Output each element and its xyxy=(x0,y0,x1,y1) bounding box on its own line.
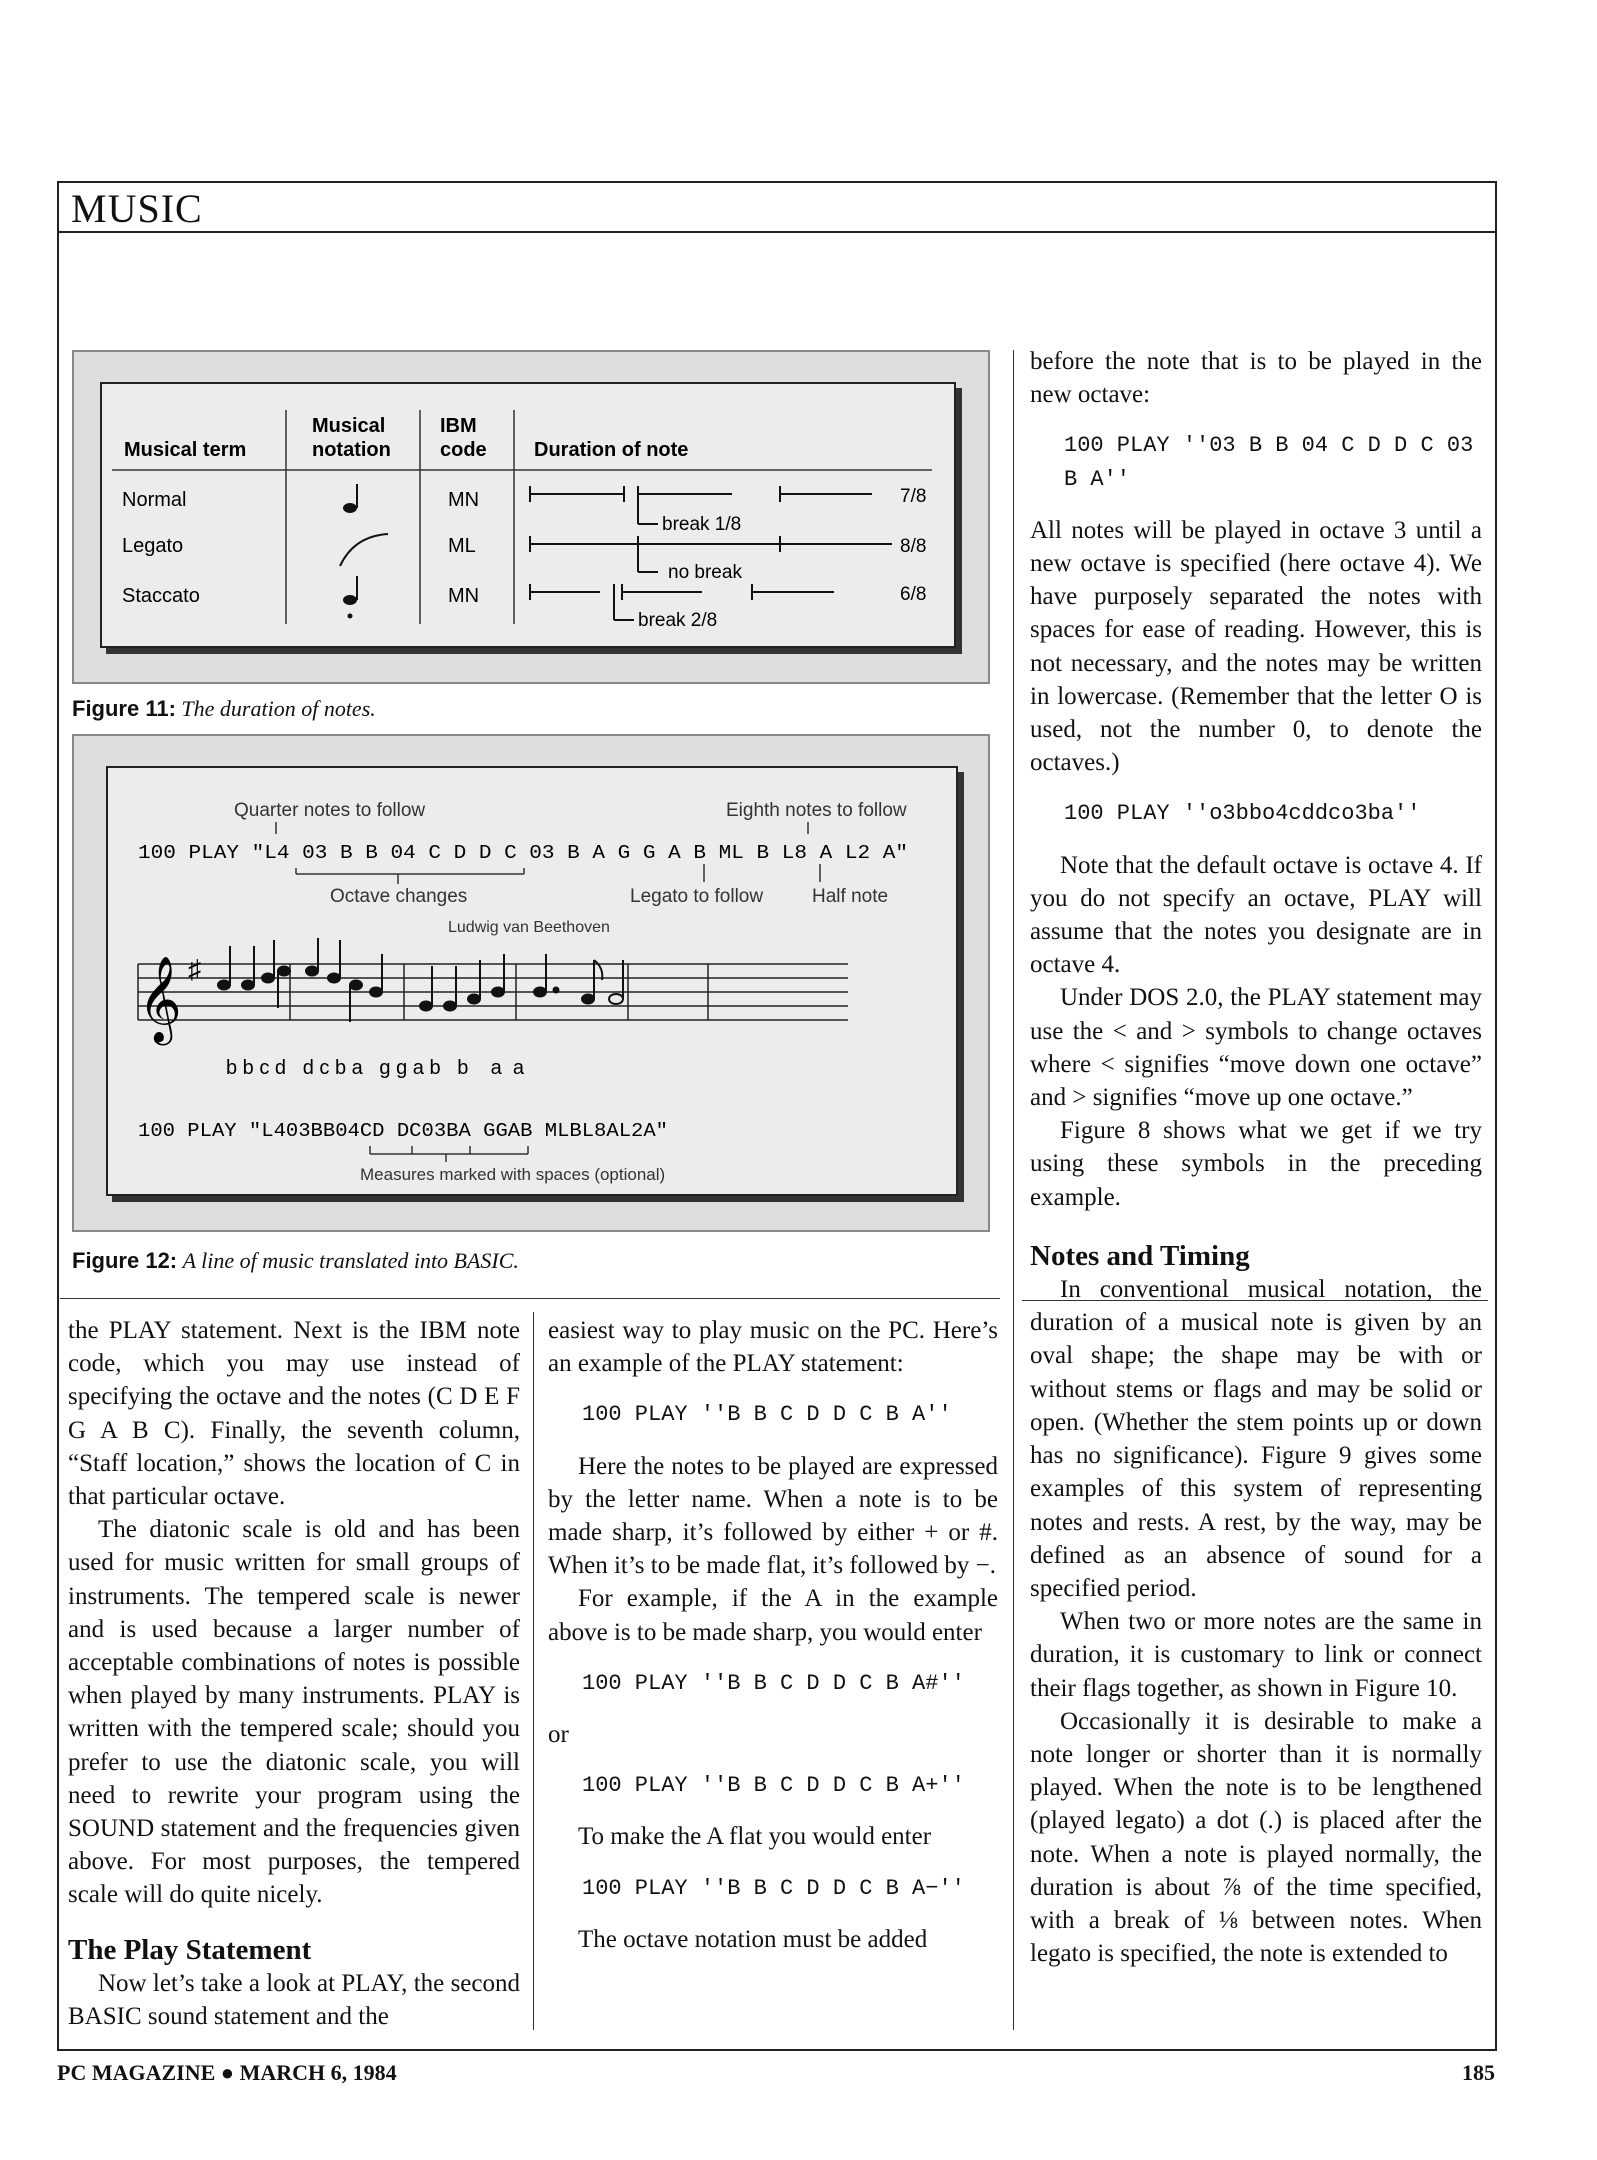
left-column xyxy=(68,1314,520,2033)
right-code-2: 100 PLAY ''o3bbo4cddco3ba'' xyxy=(1064,801,1421,827)
header-duration: Duration of note xyxy=(534,439,689,461)
footer-publication: PC MAGAZINE ● MARCH 6, 1984 xyxy=(57,2060,397,2085)
figure-11-caption-label: Figure 11: xyxy=(72,696,176,721)
row-code-staccato: MN xyxy=(448,585,480,607)
sharp-icon: ♯ xyxy=(188,954,201,984)
break-label-staccato: break 2/8 xyxy=(638,610,718,631)
page-number: 185 xyxy=(1462,2060,1495,2085)
figure-11-caption xyxy=(72,696,376,722)
figure-12-caption-label: Figure 12: xyxy=(72,1248,178,1273)
section-header xyxy=(57,181,1497,233)
right-column-rule xyxy=(1013,350,1014,2030)
middle-code-3: 100 PLAY ''B B C D D C B A+'' xyxy=(582,1773,965,1799)
row-term-normal: Normal xyxy=(122,489,187,511)
octave-bracket xyxy=(296,868,524,884)
left-p3: Now let’s take a look at PLAY, the second BASIC sound statement and the xyxy=(68,1969,520,2031)
row-code-normal: MN xyxy=(448,489,480,511)
figure-12-caption-text: A line of music translated into BASIC. xyxy=(182,1248,519,1273)
right-p3: Note that the default octave is octave 4. If you do not specify an octave, PLAY will assume that the notes you designate are in octave 4. xyxy=(1030,851,1482,979)
figure-12 xyxy=(72,734,990,1232)
label-quarter-notes: Quarter notes to follow xyxy=(234,800,426,821)
right-p5: Figure 8 shows what we get if we try using these symbols in the preceding example. xyxy=(1030,1117,1482,1211)
header-term: Musical term xyxy=(124,439,247,461)
break-label-legato: no break xyxy=(668,562,742,583)
header-ibm-1: IBM xyxy=(440,415,477,437)
fraction-staccato: 6/8 xyxy=(900,584,927,605)
middle-p1: easiest way to play music on the PC. Here’s an example of the PLAY statement: xyxy=(548,1317,998,1378)
play-code-line-1: 100 PLAY "L4 03 B B 04 C D D C 03 B A G G A B ML B L8 A L2 A" xyxy=(138,842,908,864)
right-heading: Notes and Timing xyxy=(1030,1239,1250,1272)
left-column-rule xyxy=(533,1312,534,2030)
figure-11-table-box xyxy=(100,382,956,648)
middle-code-4: 100 PLAY ''B B C D D C B A−'' xyxy=(582,1875,965,1901)
middle-p2: Here the notes to be played are expressed by the letter name. When a note is to be made sharp, it’s followed by either + or #. When it’s to be made flat, it’s followed by −. xyxy=(548,1452,998,1580)
label-octave-changes: Octave changes xyxy=(330,886,468,907)
figure-12-music xyxy=(108,768,960,1198)
figure-11-caption-text: The duration of notes. xyxy=(181,696,376,721)
left-p1: the PLAY statement. Next is the IBM note code, which you may use instead of specifying the octave and the notes (C D E F G A B C). Finally, the seventh column, “Staff location,” shows the location of C in that particular octave. xyxy=(68,1317,520,1511)
middle-column xyxy=(548,1314,998,1956)
legato-slur-icon xyxy=(340,534,388,566)
label-legato: Legato to follow xyxy=(630,886,764,907)
middle-or: or xyxy=(548,1721,569,1749)
figure-bottom-rule xyxy=(60,1298,1000,1299)
right-p6: In conventional musical notation, the duration of a musical note is given by an oval shape; the shape may be with or without stems or flags and may be solid or open. (Whether the stem points up or down has no significance). Figure 9 gives some examples of this system of representing notes and rests. A rest, by the way, may be defined as an absence of sound for a specified period. xyxy=(1030,1276,1482,1602)
header-notation-1: Musical xyxy=(312,415,386,437)
figure-12-caption xyxy=(72,1248,519,1274)
right-column xyxy=(1030,345,1482,1970)
middle-p5: The octave notation must be added xyxy=(578,1925,928,1953)
label-measures: Measures marked with spaces (optional) xyxy=(360,1165,666,1184)
notes-group xyxy=(218,938,623,1022)
right-code-1: 100 PLAY ''03 B B 04 C D D C 03 B A'' xyxy=(1064,433,1474,492)
right-p4: Under DOS 2.0, the PLAY statement may use the < and > symbols to change octaves where < signifies “move down one octave” and > signifies “move up one octave.” xyxy=(1030,984,1482,1112)
label-eighth-notes: Eighth notes to follow xyxy=(726,800,907,821)
section-title: MUSIC xyxy=(71,186,203,231)
right-p1: before the note that is to be played in the new octave: xyxy=(1030,348,1482,409)
middle-p3: For example, if the A in the example above is to be made sharp, you would enter xyxy=(548,1585,998,1646)
quarter-note-icon xyxy=(343,484,357,513)
row-term-staccato: Staccato xyxy=(122,585,200,607)
row-term-legato: Legato xyxy=(122,535,184,557)
right-p7: When two or more notes are the same in duration, it is customary to link or connect their flags together, as shown in Figure 10. xyxy=(1030,1608,1482,1702)
middle-code-1: 100 PLAY ''B B C D D C B A'' xyxy=(582,1402,952,1428)
header-ibm-2: code xyxy=(440,439,487,461)
treble-clef-icon: 𝄞 xyxy=(138,956,182,1042)
fraction-normal: 7/8 xyxy=(900,486,927,507)
break-label-normal: break 1/8 xyxy=(662,514,742,535)
right-p8: Occasionally it is desirable to make a note longer or shorter than it is normally played. When the note is to be lengthened (played legato) a dot (.) is placed after the note. When a note is played normally, the duration is about ⅞ of the time specified, with a break of ⅛ between notes. When legato is specified, the note is extended to xyxy=(1030,1707,1482,1968)
label-half-note: Half note xyxy=(812,886,889,907)
measures-bracket xyxy=(370,1146,528,1162)
row-code-legato: ML xyxy=(448,535,476,557)
note-letters: b b c d d c b a g g a b b a a xyxy=(226,1057,524,1079)
staccato-note-icon xyxy=(343,576,357,619)
header-notation-2: notation xyxy=(312,439,391,461)
right-p2: All notes will be played in octave 3 until a new octave is specified (here octave 4). We have purposely separated the notes with spaces for ease of reading. However, this is not necessary, and the notes may be written in lowercase. (Remember that the letter O is used, not the number 0, to denote the octaves.) xyxy=(1030,516,1482,777)
figure-11 xyxy=(72,350,990,684)
middle-p4: To make the A flat you would enter xyxy=(578,1823,932,1851)
left-p2: The diatonic scale is old and has been used for music written for small groups of instruments. The tempered scale is newer and is used because a larger number of acceptable combinations of notes is possible when played by many instruments. PLAY is written with the tempered scale; should you prefer to use the diatonic scale, you will need to rewrite your program using the SOUND statement and the frequencies given above. For most purposes, the tempered scale will do quite nicely. xyxy=(68,1516,520,1909)
middle-code-2: 100 PLAY ''B B C D D C B A#'' xyxy=(582,1670,965,1696)
play-code-line-2: 100 PLAY "L403BB04CD DC03BA GGAB MLBL8AL2A" xyxy=(138,1120,668,1142)
left-heading: The Play Statement xyxy=(68,1933,312,1966)
figure-12-box xyxy=(106,766,958,1196)
fraction-legato: 8/8 xyxy=(900,536,927,557)
composer-credit: Ludwig van Beethoven xyxy=(448,919,610,936)
figure-11-table xyxy=(102,384,958,650)
